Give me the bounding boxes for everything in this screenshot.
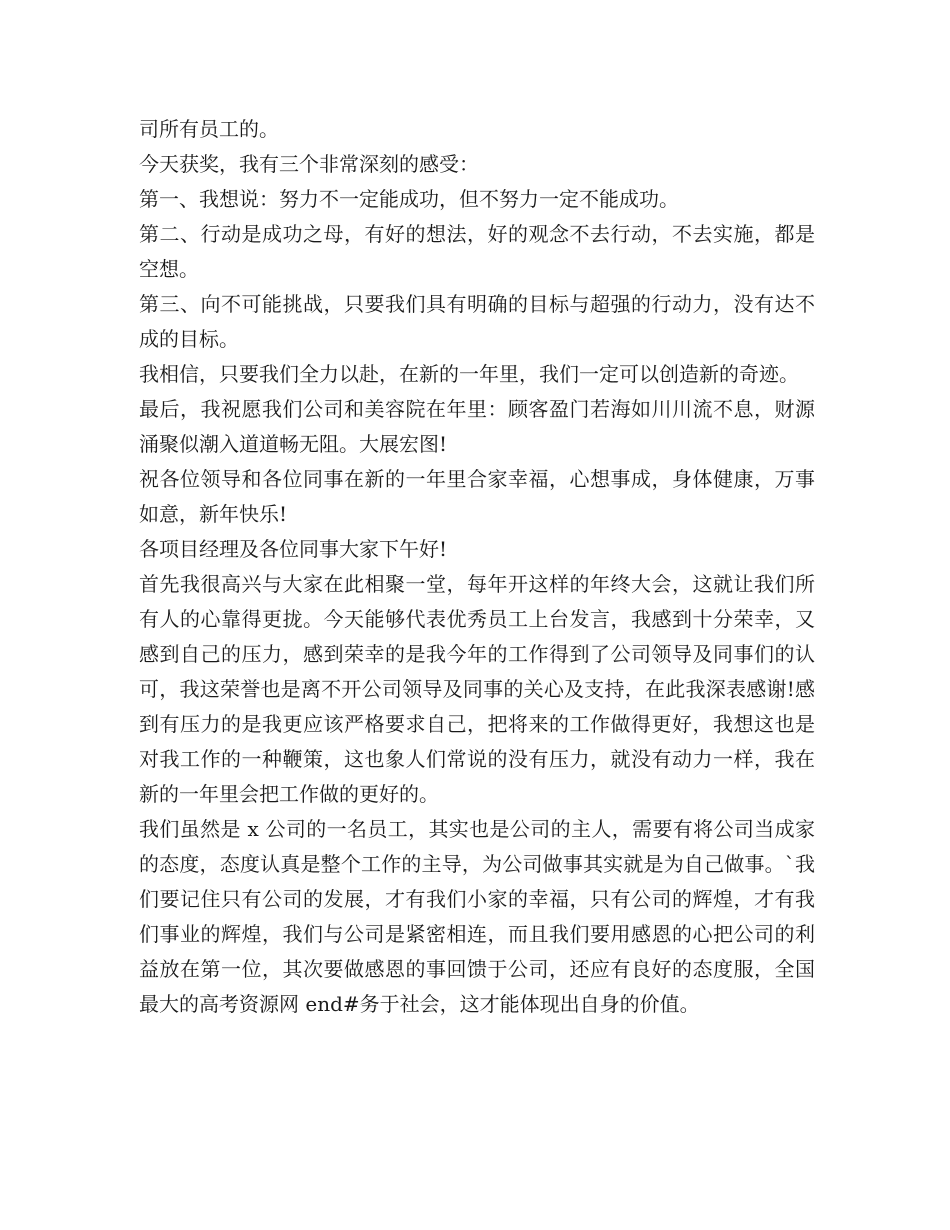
paragraph: 司所有员工的。 bbox=[139, 117, 279, 141]
paragraph: 最后，我祝愿我们公司和美容院在年里：顾客盈门若海如川川流不息，财源涌聚似潮入道道畅无阻。大展宏图! bbox=[139, 397, 815, 456]
paragraph: 我们虽然是 x 公司的一名员工，其实也是公司的主人，需要有将公司当成家的态度，态度认真是整个工作的主导，为公司做事其实就是为自己做事。`我们要记住只有公司的发展，才有我们小家的幸福，只有公司的辉煌，才有我们事业的辉煌，我们与公司是紧密相连，而且我们要用感恩的心把公司的利益放在第一位，其次要做感恩的事回馈于公司，还应有良好的态度服，全国最大的高考资源网 end#务于社会，这才能体现出自身的价值。 bbox=[139, 817, 815, 1016]
paragraph: 第一、我想说：努力不一定能成功，但不努力一定不能成功。 bbox=[139, 187, 679, 211]
paragraph: 各项目经理及各位同事大家下午好! bbox=[139, 537, 448, 561]
paragraph: 首先我很高兴与大家在此相聚一堂，每年开这样的年终大会，这就让我们所有人的心靠得更拢。今天能够代表优秀员工上台发言，我感到十分荣幸，又感到自己的压力，感到荣幸的是我今年的工作得到了公司领导及同事们的认可，我这荣誉也是离不开公司领导及同事的关心及支持，在此我深表感谢!感到有压力的是我更应该严格要求自己，把将来的工作做得更好，我想这也是对我工作的一种鞭策，这也象人们常说的没有压力，就没有动力一样，我在新的一年里会把工作做的更好的。 bbox=[139, 572, 815, 806]
paragraph: 我相信，只要我们全力以赴，在新的一年里，我们一定可以创造新的奇迹。 bbox=[139, 362, 799, 386]
document-body bbox=[139, 112, 815, 1022]
paragraph: 祝各位领导和各位同事在新的一年里合家幸福，心想事成，身体健康，万事如意，新年快乐! bbox=[139, 467, 815, 526]
paragraph: 第二、行动是成功之母，有好的想法，好的观念不去行动，不去实施，都是空想。 bbox=[139, 222, 815, 281]
paragraph: 今天获奖，我有三个非常深刻的感受： bbox=[139, 152, 479, 176]
paragraph: 第三、向不可能挑战，只要我们具有明确的目标与超强的行动力，没有达不成的目标。 bbox=[139, 292, 815, 351]
